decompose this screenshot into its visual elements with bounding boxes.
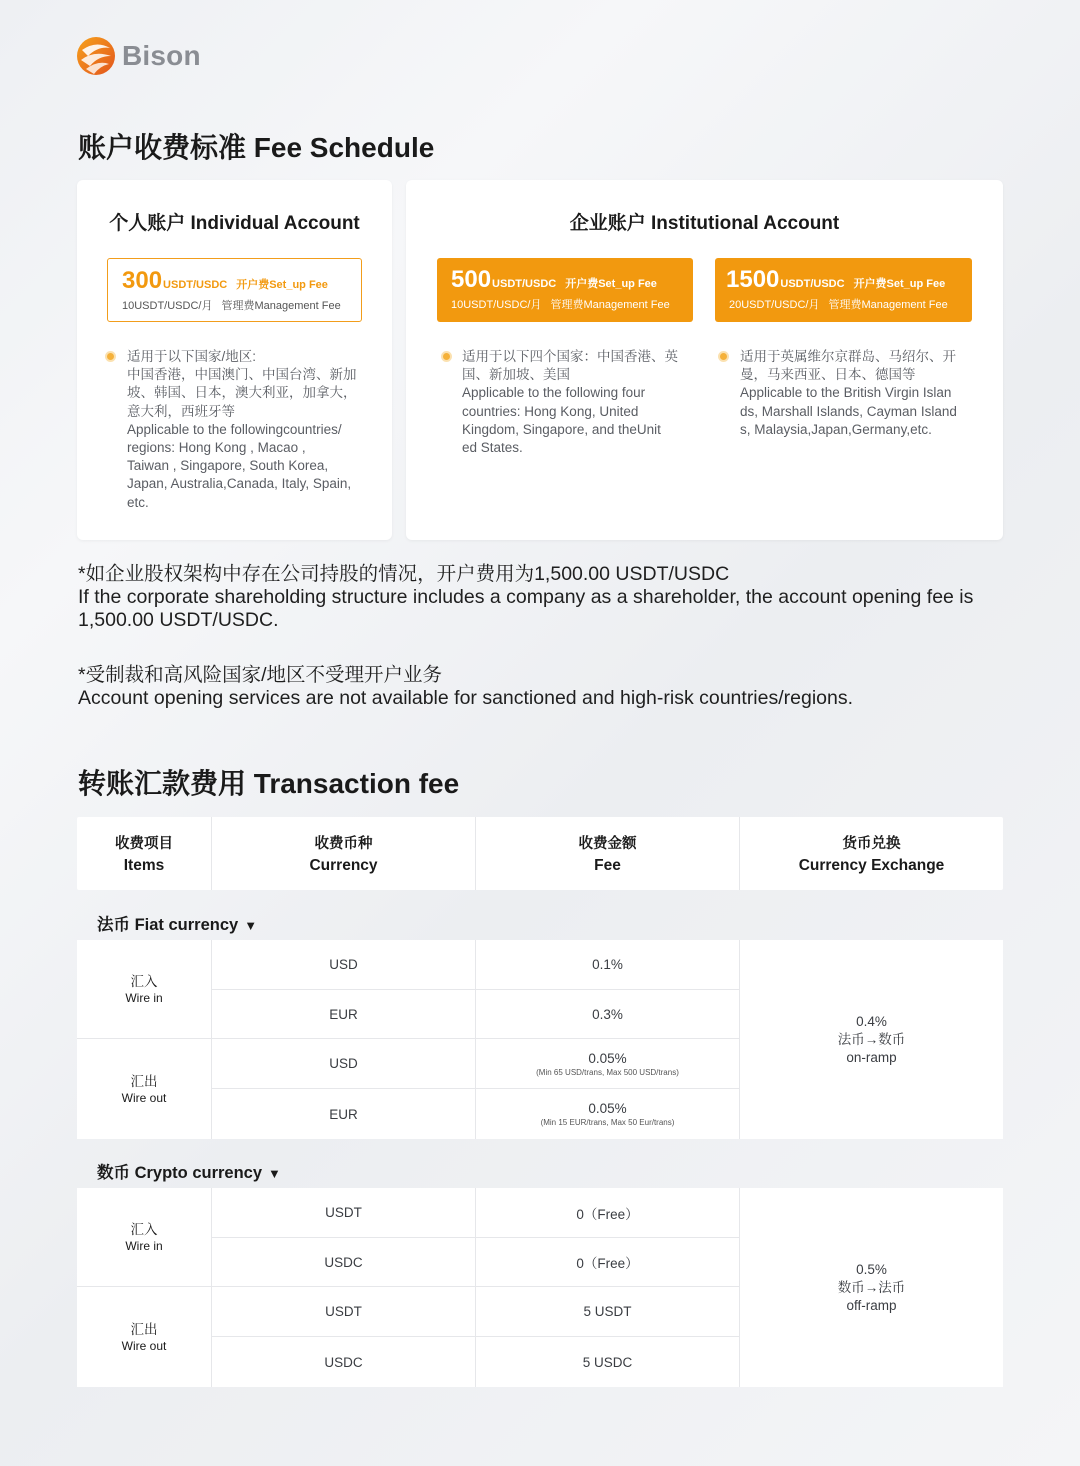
individual-account-title: 个人账户 Individual Account: [109, 213, 360, 234]
management-fee-amount: 20USDT/USDC/月: [729, 299, 820, 311]
bullet-icon: [105, 351, 116, 362]
crypto-exchange-cell: 0.5% 数币→法币 off-ramp: [837, 1261, 906, 1313]
header-currency: 收费币种 Currency: [212, 817, 476, 890]
note1-zh: *如企业股权架构中存在公司持股的情况，开户费用为1,500.00 USDT/USDC: [78, 563, 730, 585]
fee-schedule-title: 账户收费标准 Fee Schedule: [78, 132, 435, 163]
triangle-down-icon: ▼: [244, 918, 258, 933]
fee-limit-note: (Min 65 USD/trans, Max 500 USD/trans): [536, 1067, 679, 1077]
transaction-table-header: [77, 817, 1003, 890]
fiat-wire-out-cell: 汇出 Wire out: [77, 1039, 212, 1139]
table-cell-currency: EUR: [212, 990, 476, 1039]
table-cell-fee: 0.3%: [476, 990, 740, 1039]
bison-logo-icon: [76, 36, 116, 76]
fee-limit-note: (Min 15 EUR/trans, Max 50 Eur/trans): [540, 1118, 675, 1127]
setup-fee-amount: 300: [122, 267, 163, 294]
note-sanctioned-countries: [78, 664, 1003, 710]
table-cell-currency: USDT: [212, 1188, 476, 1238]
setup-fee-amount: 500: [451, 266, 492, 293]
management-fee-amount: 10USDT/USDC/月: [451, 299, 542, 311]
brand-name: Bison: [122, 40, 201, 71]
transaction-fee-title: 转账汇款费用 Transaction fee: [78, 768, 460, 799]
setup-fee-label: 开户费Set_up Fee: [236, 279, 328, 291]
table-cell-fee: 5 USDT: [476, 1287, 740, 1337]
table-cell-fee: 0（Free）: [476, 1188, 740, 1238]
institutional-fee-box-500: [437, 258, 693, 322]
individual-account-card: [77, 180, 392, 540]
table-cell-currency: USD: [212, 1039, 476, 1089]
fiat-wire-in-cell: 汇入 Wire in: [77, 940, 212, 1039]
institutional-applicable-text-1: 适用于以下四个国家：中国香港、英 国、新加坡、美国 Applicable to the following four countries: Hong Kong, United Kingdom, Singapore, and theUnit ed States.: [462, 349, 678, 456]
management-fee-amount: 10USDT/USDC/月: [122, 300, 213, 312]
crypto-wire-out-cell: 汇出 Wire out: [77, 1287, 212, 1387]
management-fee-label: 管理费Management Fee: [828, 299, 948, 311]
fiat-table: [77, 940, 1003, 1139]
table-cell-fee: 0.05% (Min 15 EUR/trans, Max 50 Eur/trans): [476, 1089, 740, 1139]
setup-fee-unit: USDT/USDC: [163, 279, 228, 291]
note2-en: Account opening services are not available for sanctioned and high-risk countries/regions.: [78, 687, 854, 709]
note-corporate-shareholding: [78, 563, 1003, 632]
table-cell-currency: USD: [212, 940, 476, 990]
individual-applicable-text: 适用于以下国家/地区: 中国香港，中国澳门、中国台湾、新加 坡、韩国、日本，澳大利亚，加拿大， 意大利，西班牙等 Applicable to the followingcountries/ regions: Hong Kong , Macao , Taiwan , Singapore, South Korea, Japan, Australia,Canada, Italy, Spain, etc.: [127, 349, 357, 510]
table-cell-fee: 0.05% (Min 65 USD/trans, Max 500 USD/trans): [476, 1039, 740, 1089]
institutional-account-card: [406, 180, 1003, 540]
management-fee-label: 管理费Management Fee: [550, 299, 670, 311]
brand-logo: [76, 36, 201, 76]
bullet-icon: [441, 351, 452, 362]
crypto-table: [77, 1188, 1003, 1387]
bullet-icon: [718, 351, 729, 362]
institutional-account-title: 企业账户 Institutional Account: [569, 213, 840, 234]
header-currency-exchange: 货币兑换 Currency Exchange: [798, 836, 945, 874]
setup-fee-unit: USDT/USDC: [492, 278, 557, 290]
crypto-wire-in-cell: 汇入 Wire in: [77, 1188, 212, 1287]
setup-fee-amount: 1500: [726, 266, 780, 293]
table-cell-currency: USDC: [212, 1337, 476, 1387]
fiat-section-label[interactable]: 法币 Fiat currency ▼: [97, 916, 258, 934]
table-cell-currency: USDC: [212, 1238, 476, 1287]
setup-fee-unit: USDT/USDC: [780, 278, 845, 290]
table-cell-currency: USDT: [212, 1287, 476, 1337]
note1-en: If the corporate shareholding structure includes a company as a shareholder, the account opening fee is 1,500.00 USDT/USDC.: [78, 586, 974, 631]
setup-fee-label: 开户费Set_up Fee: [853, 278, 946, 290]
triangle-down-icon: ▼: [268, 1166, 281, 1181]
institutional-applicable-text-2: 适用于英属维尔京群岛、马绍尔、开 曼，马来西亚、日本、德国等 Applicable to the British Virgin Islan ds, Marshall Islands, Cayman Island s, Malaysia,Japan,Germany,etc.: [740, 349, 957, 437]
table-cell-currency: EUR: [212, 1089, 476, 1139]
individual-fee-box: [107, 258, 362, 322]
institutional-fee-box-1500: [715, 258, 972, 322]
table-cell-fee: 5 USDC: [476, 1337, 740, 1387]
setup-fee-label: 开户费Set_up Fee: [565, 278, 657, 290]
note2-zh: *受制裁和高风险国家/地区不受理开户业务: [78, 664, 443, 686]
table-cell-fee: 0.1%: [476, 940, 740, 990]
header-fee: 收费金额 Fee: [476, 817, 740, 890]
table-cell-fee: 0（Free）: [476, 1238, 740, 1287]
management-fee-label: 管理费Management Fee: [221, 300, 341, 312]
header-items: 收费项目 Items: [77, 817, 212, 890]
fiat-exchange-cell: 0.4% 法币→数币 on-ramp: [837, 1013, 906, 1065]
crypto-section-label[interactable]: 数币 Crypto currency ▼: [97, 1164, 281, 1182]
